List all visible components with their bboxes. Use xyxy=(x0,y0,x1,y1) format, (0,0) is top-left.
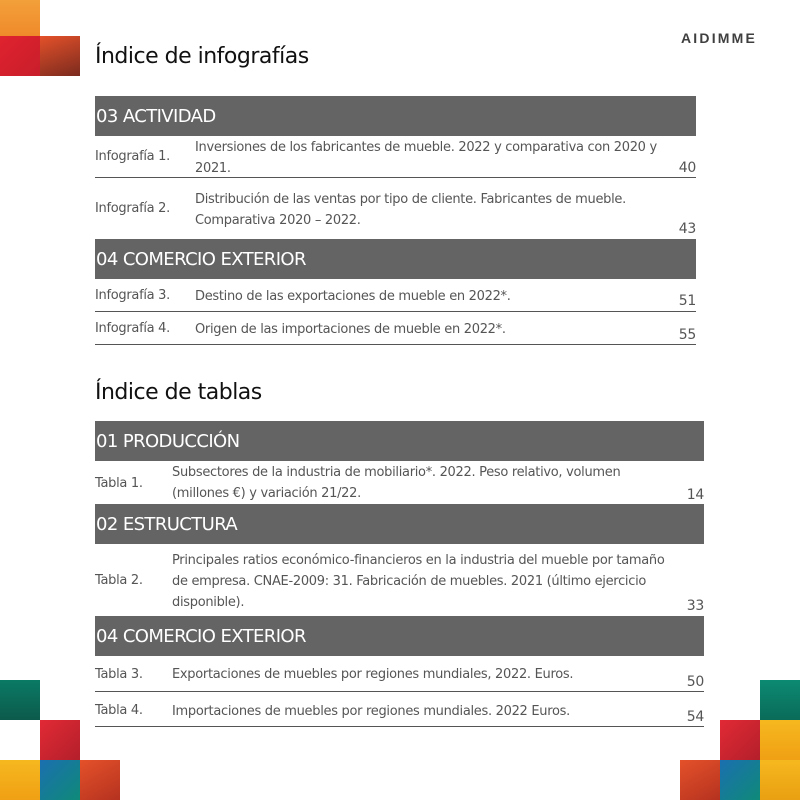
table-row[interactable] xyxy=(95,656,704,692)
table-row[interactable] xyxy=(95,544,704,615)
row-page: 40 xyxy=(678,160,696,176)
deco-square xyxy=(80,760,120,800)
list-item[interactable] xyxy=(95,312,696,345)
deco-square xyxy=(0,36,40,76)
list-item[interactable] xyxy=(95,279,696,312)
deco-square xyxy=(760,680,800,720)
row-text: Subsectores de la industria de mobiliario*. 2022. Peso relativo, volumen (millones €) y variación 21/22. xyxy=(172,465,621,501)
deco-square xyxy=(40,760,80,800)
row-label: Tabla 4. xyxy=(95,703,143,718)
deco-square xyxy=(40,36,80,76)
row-page: 51 xyxy=(678,293,696,309)
row-text: Exportaciones de muebles por regiones mundiales, 2022. Euros. xyxy=(172,667,574,682)
deco-square xyxy=(720,760,760,800)
row-divider xyxy=(95,344,696,345)
row-label: Tabla 3. xyxy=(95,667,143,682)
deco-square xyxy=(760,760,800,800)
deco-square xyxy=(0,680,40,720)
row-divider xyxy=(95,177,696,178)
table-row[interactable] xyxy=(95,692,704,727)
deco-square xyxy=(0,760,40,800)
row-text: Distribución de las ventas por tipo de cliente. Fabricantes de mueble. Comparativa 2020 – 2022. xyxy=(195,192,626,228)
row-page: 14 xyxy=(686,487,704,503)
section-heading-produccion: 01 PRODUCCIÓN xyxy=(95,421,704,461)
row-page: 55 xyxy=(678,327,696,343)
deco-square xyxy=(680,760,720,800)
deco-square xyxy=(0,0,40,36)
row-page: 54 xyxy=(686,709,704,725)
section-heading-comercio-exterior: 04 COMERCIO EXTERIOR xyxy=(95,616,704,656)
row-label: Tabla 1. xyxy=(95,476,143,491)
row-divider xyxy=(95,726,704,727)
deco-square xyxy=(760,720,800,760)
row-text: Importaciones de muebles por regiones mundiales. 2022 Euros. xyxy=(172,704,570,719)
list-item[interactable] xyxy=(95,136,696,178)
table-row[interactable] xyxy=(95,461,704,504)
section-heading-comercio-exterior: 04 COMERCIO EXTERIOR xyxy=(95,239,696,279)
row-label: Infografía 1. xyxy=(95,149,170,164)
infografias-title: Índice de infografías xyxy=(95,44,309,69)
deco-square xyxy=(40,720,80,760)
row-page: 33 xyxy=(686,598,704,614)
tablas-title: Índice de tablas xyxy=(95,380,262,405)
row-label: Tabla 2. xyxy=(95,573,143,588)
section-heading-actividad: 03 ACTIVIDAD xyxy=(95,96,696,136)
row-label: Infografía 2. xyxy=(95,201,170,216)
row-page: 43 xyxy=(678,221,696,237)
section-heading-estructura: 02 ESTRUCTURA xyxy=(95,504,704,544)
deco-square xyxy=(720,720,760,760)
row-text: Inversiones de los fabricantes de mueble. 2022 y comparativa con 2020 y 2021. xyxy=(195,140,657,176)
row-label: Infografía 4. xyxy=(95,321,170,336)
row-label: Infografía 3. xyxy=(95,288,170,303)
list-item[interactable] xyxy=(95,188,696,238)
row-text: Origen de las importaciones de mueble en 2022*. xyxy=(195,322,506,337)
aidimme-logo: AIDIMME xyxy=(681,30,758,46)
row-page: 50 xyxy=(686,674,704,690)
row-text: Destino de las exportaciones de mueble en 2022*. xyxy=(195,289,511,304)
row-text: Principales ratios económico-financieros en la industria del mueble por tamaño de empresa. CNAE-2009: 31. Fabricación de muebles. 2021 (último ejercicio disponible). xyxy=(172,553,665,610)
